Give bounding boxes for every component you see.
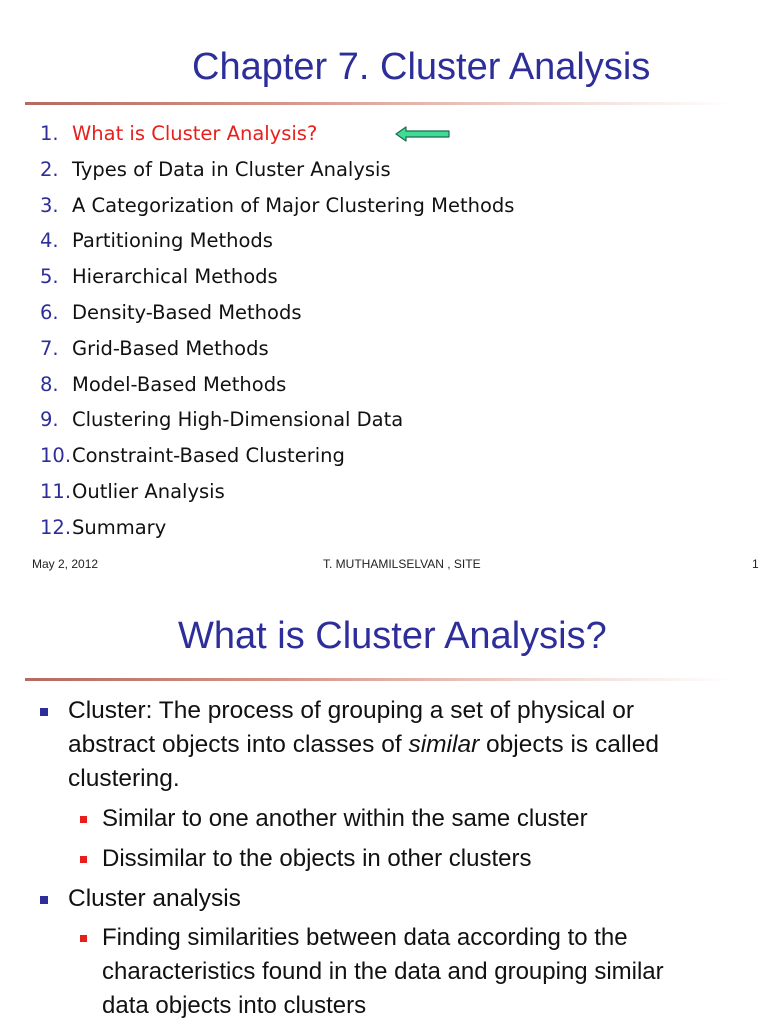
outline-item-3	[40, 191, 514, 227]
outline-text: Clustering High-Dimensional Data	[72, 408, 404, 432]
footer-author: T. MUTHAMILSELVAN , SITE	[323, 557, 481, 571]
slide-title: Chapter 7. Cluster Analysis	[192, 46, 651, 88]
outline-item-2	[40, 155, 514, 191]
outline-text: Density-Based Methods	[72, 300, 302, 324]
bullet-square-icon	[40, 708, 48, 716]
bullet-square-icon	[40, 896, 48, 904]
footer-page-number: 1	[752, 557, 759, 571]
outline-item-12	[40, 513, 514, 549]
outline-text: Hierarchical Methods	[72, 265, 278, 289]
outline-text: Summary	[72, 515, 167, 539]
outline-item-4	[40, 226, 514, 262]
title-divider	[25, 102, 733, 105]
outline-text: A Categorization of Major Clustering Methods	[72, 193, 515, 217]
outline-number: 11.	[40, 479, 72, 503]
outline-item-10	[40, 441, 514, 477]
outline-text: Grid-Based Methods	[72, 336, 269, 360]
outline-number: 5.	[40, 265, 59, 289]
outline-item-8	[40, 370, 514, 406]
outline-number: 12.	[40, 515, 72, 539]
outline-item-11	[40, 477, 514, 513]
bullet-text: objects is called	[479, 731, 659, 758]
outline-text: Outlier Analysis	[72, 479, 225, 503]
chapter-outline	[40, 119, 514, 549]
outline-item-5	[40, 262, 514, 298]
outline-number: 10.	[40, 444, 72, 468]
outline-item-6	[40, 298, 514, 334]
bullet-text-line: characteristics found in the data and grouping similar	[102, 958, 664, 985]
title-divider	[25, 678, 733, 681]
bullet-cluster-definition	[68, 694, 659, 796]
outline-text: Model-Based Methods	[72, 372, 287, 396]
slide-2	[0, 580, 768, 1024]
bullet-text: abstract objects into classes of	[68, 731, 409, 758]
outline-text: What is Cluster Analysis?	[72, 122, 318, 145]
slide-title: What is Cluster Analysis?	[178, 615, 607, 657]
outline-text: Constraint-Based Clustering	[72, 444, 345, 468]
outline-number: 2.	[40, 157, 59, 181]
bullet-square-icon	[80, 935, 87, 942]
left-arrow-icon	[395, 126, 451, 142]
outline-number: 3.	[40, 193, 59, 217]
outline-text: Partitioning Methods	[72, 229, 273, 253]
outline-number: 8.	[40, 372, 59, 396]
bullet-text-line: Cluster: The process of grouping a set of physical or	[68, 697, 635, 724]
outline-text: Types of Data in Cluster Analysis	[72, 157, 391, 181]
outline-number: 7.	[40, 336, 59, 360]
outline-number: 1.	[40, 122, 59, 145]
sub-bullet-similar: Similar to one another within the same cluster	[102, 805, 588, 832]
bullet-square-icon	[80, 816, 87, 823]
sub-bullet-finding-similarities	[102, 921, 664, 1023]
outline-number: 6.	[40, 300, 59, 324]
footer-date: May 2, 2012	[32, 557, 99, 571]
bullet-text-line: data objects into clusters	[102, 992, 367, 1019]
outline-number: 9.	[40, 408, 59, 432]
outline-item-7	[40, 334, 514, 370]
bullet-square-icon	[80, 856, 87, 863]
outline-number: 4.	[40, 229, 59, 253]
bullet-cluster-analysis: Cluster analysis	[68, 885, 241, 912]
outline-item-9	[40, 405, 514, 441]
bullet-text-line: clustering.	[68, 765, 180, 792]
emphasis-text: similar	[408, 731, 480, 758]
bullet-text-line	[68, 728, 659, 762]
bullet-text-line: Finding similarities between data according to the	[102, 924, 628, 951]
sub-bullet-dissimilar: Dissimilar to the objects in other clusters	[102, 845, 532, 872]
